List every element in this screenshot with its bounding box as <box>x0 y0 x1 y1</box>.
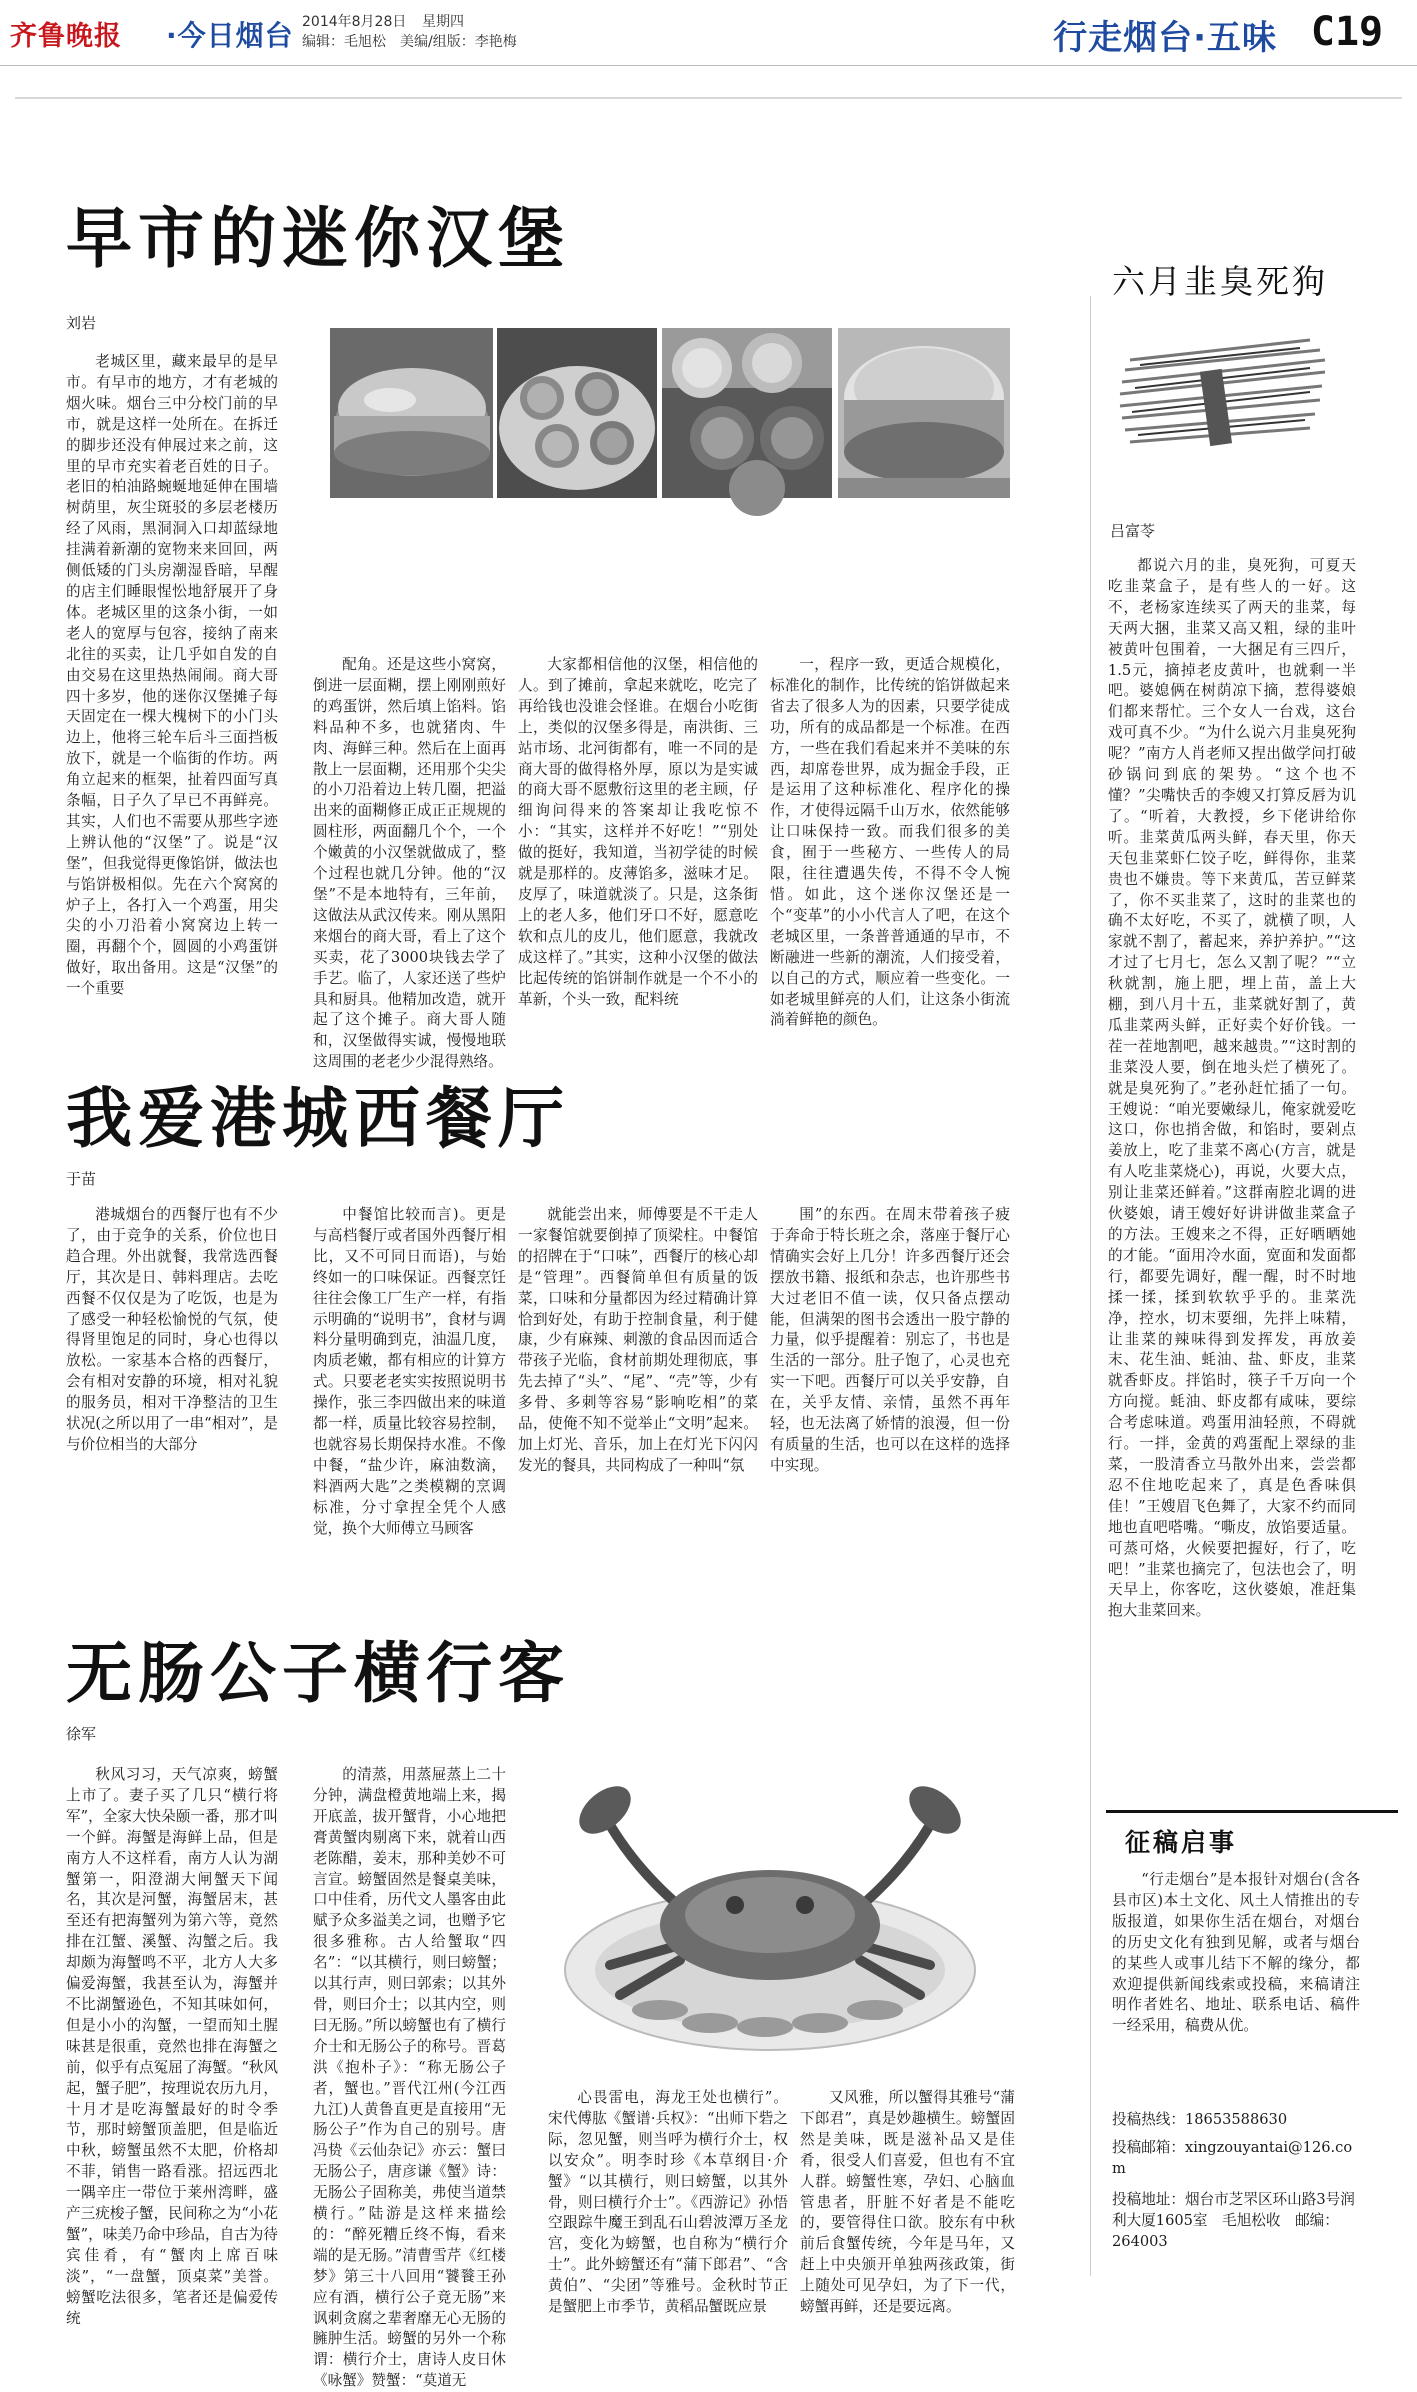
crab-photo <box>550 1755 990 2065</box>
article2-byline: 于苗 <box>66 1170 97 1188</box>
article1-title: 早市的迷你汉堡 <box>66 199 570 277</box>
article2-column-2: 中餐馆比较而言)。更是与高档餐厅或者国外西餐厅相比，又不可同日而语)，与始终如一的口味保证。西餐烹饪往往会像工厂生产一样，有指示明确的“说明书”，食材与调料分量明确到克，油温几度，肉质老嫩，都有相应的计算方式。只要老老实实按照说明书操作，张三李四做出来的味道都一样，质量比较容易控制，也就容易长期保持水准。不像中餐，“盐少许，麻油数滴，料酒两大匙”之类模糊的烹调标准，分寸拿捏全凭个人感觉，换个大师傅立马顾客 <box>313 1206 506 1537</box>
submission-email: 投稿邮箱：xingzouyantai@126.com <box>1112 2139 1353 2177</box>
article2-column-1: 港城烟台的西餐厅也有不少了，由于竞争的关系，价位也日趋合理。外出就餐，我常选西餐厅，其次是日、韩料理店。去吃西餐不仅仅是为了吃饭，也是为了感受一种轻松愉悦的气氛，使得肾里饱足的同时，身心也得以放松。一家基本合格的西餐厅，会有相对安静的环境，相对礼貌的服务员，相对干净整洁的卫生状况(之所以用了一串“相对”，是与价位相当的大部分 <box>66 1206 278 1453</box>
article3-title: 无肠公子横行客 <box>66 1634 570 1712</box>
article3-column-3: 心畏雷电，海龙王处也横行”。宋代傅肱《蟹谱·兵权》：“出师下砦之际，忽见蟹，则当呼为横行介士，权以安众”。明李时珍《本草纲目·介蟹》“以其横行，则曰螃蟹，以其外骨，则曰横行介士”。《西游记》孙悟空跟踪牛魔王到乱石山碧波潭万圣龙宫，变化为螃蟹，也自称为“横行介士”。此外螃蟹还有“蒲下郎君”、“含黄伯”、“尖团”等雅号。金秋时节正是蟹肥上市季节，黄稻品蟹既应景 <box>548 2089 788 2316</box>
submission-address: 投稿地址：烟台市芝罘区环山路3号润利大厦1605室 毛旭松收 邮编：264003 <box>1112 2191 1355 2250</box>
article1-column-2: 配角。还是这些小窝窝，倒进一层面糊，摆上刚刚煎好的鸡蛋饼，然后填上馅料。馅料品种不多，也就猪肉、牛肉、海鲜三种。然后在上面再散上一层面糊，还用那个尖尖的小刀沿着边上转几圈，把溢出来的面糊修正成正正规规的圆柱形，两面翻几个个，一个个嫩黄的小汉堡就做成了，整个过程也就几分钟。他的“汉堡”不是本地特有，三年前，这做法从武汉传来。刚从黑阳来烟台的商大哥，看上了这个买卖，花了3000块钱去学了手艺。临了，人家还送了些炉具和厨具。他精加改造，就开起了这个摊子。商大哥人随和，汉堡做得实诚，慢慢地联这周围的老老少少混得熟络。 <box>313 656 506 1071</box>
burger-photo-4 <box>838 328 1010 498</box>
article2-title: 我爱港城西餐厅 <box>66 1079 570 1157</box>
call-for-papers-title: 征稿启事 <box>1125 1828 1238 1857</box>
article1-byline: 刘岩 <box>66 314 97 332</box>
burger-photo-2 <box>497 328 657 498</box>
issue-weekday: 星期四 <box>422 14 464 30</box>
section-name: ·今日烟台 <box>166 19 294 52</box>
sidebar-byline: 吕富苓 <box>1110 522 1156 540</box>
sidebar-body: 都说六月的韭，臭死狗，可夏天吃韭菜盒子，是有些人的一好。这不，老杨家连续买了两天的韭菜，每天两大捆，韭菜又高又粗，绿的韭叶被黄叶包围着，一大捆足有三四斤，1.5元，摘掉老皮黄叶，也就剩一半吧。婆媳俩在树荫凉下摘，惹得婆娘们都来帮忙。三个女人一台戏，这台戏可真不少。“为什么说六月韭臭死狗呢？”南方人肖老师又捏出做学问打破砂锅问到底的架势。“这个也不懂？”尖嘴快舌的李嫂又打算反唇为讥了。“听着，大教授，乡下佬讲给你听。韭菜黄瓜两头鲜，春天里，你天天包韭菜虾仁饺子吃，鲜得你，韭菜贵也不嫌贵。等下来黄瓜，苦豆鲜菜了，你不买韭菜了，这时的韭菜也的确不太好吃，不买了，就横了呗，人家就不割了，蓄起来，养护养护。”“这才过了七月七，怎么又割了呢？”“立秋就割，施上肥，埋上苗，盖上大棚，到八月十五，韭菜就好割了，黄瓜韭菜两头鲜，正好卖个好价钱。一茬一茬地割吧，越来越贵。”“这时割的韭菜没人要，倒在地头烂了横死了。就是臭死狗了。”老孙赶忙插了一句。王嫂说：“咱光要嫩绿儿，俺家就爱吃这口，你也捎舍做，和馅时，要剁点姜放上，吃了韭菜不离心(方言，就是有人吃韭菜烧心)，再说，火要大点，别让韭菜还鲜着。”这群南腔北调的进伙婆娘，请王嫂好好讲讲做韭菜盒子的方法。王嫂来之不得，正好晒晒她的才能。“面用冷水面，宽面和发面都行，都要先调好，醒一醒，时不时地揉一揉，揉到软软乎乎的。韭菜洗净，控水，切末要细，先拌上味精，让韭菜的辣味得到发挥发，再放姜末、花生油、蚝油、盐、虾皮，韭菜就香虾皮。拌馅时，筷子千万向一个方向搅。蚝油、虾皮都有咸味，要综合考虑味道。鸡蛋用油轻煎，不碍就行。一拌，金黄的鸡蛋配上翠绿的韭菜，一股清香立马散外出来，尝尝都忍不住地吃起来了，真是色香味俱佳！”王嫂眉飞色舞了，大家不约而同地也直吧嗒嘴。“嘶皮，放馅要适量。可蒸可烙，火候要把握好，行了，吃吧！”韭菜也摘完了，包法也会了，明天早上，你客吃，这伙婆娘，准赶集抱大韭菜回来。 <box>1108 557 1356 1620</box>
article1-column-3: 大家都相信他的汉堡，相信他的人。到了摊前，拿起来就吃，吃完了再给钱也没谁会怪谁。在烟台小吃街上，类似的汉堡多得是，南洪街、三站市场、北河街都有，唯一不同的是商大哥的做得格外厚，原以为是实诚的商大哥不愿敷衍这里的老主顾，仔细询问得来的答案却让我吃惊不小：“其实，这样并不好吃！”“别处做的挺好，我知道，当初学徒的时候就是那样的。皮薄馅多，滋味才足。皮厚了，味道就淡了。只是，这条街上的老人多，他们牙口不好，愿意吃软和点儿的皮儿，他们愿意，我就改成这样了。”其实，这种小汉堡的做法比起传统的馅饼制作就是一个不小的革新，个头一致，配料统 <box>518 656 758 1008</box>
page-number: C19 <box>1310 9 1384 55</box>
issue-date: 2014年8月28日 <box>302 14 407 30</box>
burger-photo-3 <box>662 328 832 498</box>
masthead <box>0 0 1417 66</box>
article1-column-1: 老城区里，藏来最早的是早市。有早市的地方，才有老城的烟火味。烟台三中分校门前的早市，就是这样一处所在。在拆迁的脚步还没有伸展过来之前，这里的早市充实着老百姓的日子。老旧的柏油路蜿蜒地延伸在围墙树荫里，灰尘斑驳的多层老楼历经了风雨，黑洞洞入口却蓝绿地挂满着新潮的宽物来来回回，两侧低矮的门头房潮湿昏暗，早醒的店主们睡眼惺忪地舒展开了身体。老城区里的这条小街，一如老人的宽厚与包容，接纳了南来北往的买卖，让几乎如自发的自由交易在这里热热闹闹。商大哥四十多岁，他的迷你汉堡摊子每天固定在一棵大槐树下的小门头边上，他将三轮车后斗三面挡板放下，就是一个临街的作坊。两角立起来的框架，扯着四面写真条幅，日子久了早已不再鲜亮。其实，人们也不需要从那些字迹上辨认他的“汉堡”了。说是“汉堡”，但我觉得更像馅饼，做法也与馅饼极相似。先在六个窝窝的炉子上，各打入一个鸡蛋，用尖尖的小刀沿着小窝窝边上转一圈，再翻个个，圆圆的小鸡蛋饼做好，取出备用。这是“汉堡”的一个重要 <box>66 353 278 998</box>
article2-column-3: 就能尝出来，师傅要是不干走人一家餐馆就要倒掉了顶梁柱。中餐馆的招牌在于“口味”，西餐厅的核心却是“管理”。西餐简单但有质量的饭菜，口味和分量都因为经过精确计算恰到好处，有助于控制食量，利于健康，少有麻辣、刺激的食品因而适合带孩子光临，食材前期处理彻底，事先去掉了“头”、“尾”、“壳”等，少有多骨、多刺等容易“影响吃相”的菜品，使俺不知不觉举止“文明”起来。加上灯光、音乐，加上在灯光下闪闪发光的餐具，共同构成了一种叫“氛 <box>518 1206 758 1474</box>
article3-column-2: 的清蒸，用蒸屉蒸上二十分钟，满盘橙黄地端上来，揭开底盖，拔开蟹背，小心地把膏黄蟹肉剔离下来，就着山西老陈醋，姜末，那种美妙不可言宣。螃蟹固然是餐桌美味，口中佳肴，历代文人墨客由此赋予众多溢美之词，也赠予它很多雅称。古人给蟹取“四名”：“以其横行，则曰螃蟹；以其行声，则曰郭索；以其外骨，则曰介士；以其内空，则曰无肠。”所以螃蟹也有了横行介士和无肠公子的称号。晋葛洪《抱朴子》：“称无肠公子者，蟹也。”晋代江州(今江西九江)人黄鲁直更是直接用“无肠公子”作为自己的别号。唐冯贽《云仙杂记》亦云：蟹曰无肠公子，唐彦谦《蟹》诗：无肠公子固称美，弗使当道禁横行。”陆游是这样来描绘的：“醉死糟丘终不悔，看来端的是无肠。”清曹雪芹《红楼梦》第三十八回用“饕餮王孙应有酒，横行公子竟无肠”来讽刺贪腐之辈奢靡无心无肠的臃肿生活。螃蟹的另外一个称谓：横行介士，唐诗人皮日休《咏蟹》赞蟹：“莫道无 <box>313 1766 506 2390</box>
call-for-papers-body: “行走烟台”是本报针对烟台(含各县市区)本土文化、风土人情推出的专版报道，如果你生活在烟台，对烟台的历史文化有独到见解，或者与烟台的某些人或事儿结下不解的缘分，都欢迎提供新闻线索或投稿，来稿请注明作者姓名、地址、联系电话、稿件一经采用，稿费从优。 <box>1112 1871 1360 2035</box>
burger-photo-1 <box>330 328 493 498</box>
editors-line: 编辑：毛旭松 美编/组版：李艳梅 <box>302 34 517 50</box>
article3-column-1: 秋风习习，天气凉爽，螃蟹上市了。妻子买了几只“横行将军”，全家大快朵颐一番，那才叫一个鲜。海蟹是海鲜上品，但是南方人不这样看，南方人认为湖蟹第一，阳澄湖大闸蟹天下闻名，其次是河蟹，海蟹居末，甚至还有把海蟹列为第六等，竟然排在江蟹、溪蟹、沟蟹之后。我却颇为海蟹鸣不平，北方人大多偏爱海蟹，我甚至认为，海蟹并不比湖蟹逊色，不知其味如何，但是小小的沟蟹，一望而知土腥味甚是很重，竟然也排在海蟹之前，似乎有点冤屈了海蟹。“秋风起，蟹子肥”，按理说农历九月，十月才是吃海蟹最好的时令季节，那时螃蟹顶盖肥，但是临近中秋，螃蟹虽然不太肥，价格却不菲，销售一路看涨。招远西北一隅辛庄一带位于莱州湾畔，盛产三疣梭子蟹，民间称之为“小花蟹”，味美乃命中珍品，自古为待宾佳肴，有“蟹肉上席百味淡”，“一盘蟹，顶桌菜”美誉。螃蟹吃法很多，笔者还是偏爱传统 <box>66 1766 278 2327</box>
sidebar-divider <box>1090 296 1091 2276</box>
newspaper-logo: 齐鲁晚报 <box>10 21 122 52</box>
article3-byline: 徐军 <box>66 1725 97 1743</box>
sidebar-title: 六月韭臭死狗 <box>1112 262 1328 301</box>
article2-column-4: 围”的东西。在周末带着孩子疲于奔命于特长班之余，落座于餐厅心情确实会好上几分！许多西餐厅还会摆放书籍、报纸和杂志，也许那些书大过老旧不值一读，仅只备点摆动能，但满架的图书会透出一股宁静的力量，似乎提醒着：别忘了，书也是生活的一部分。肚子饱了，心灵也充实一下吧。西餐厅可以关乎安静，自在，关乎友情、亲情，虽然不再年轻，也无法离了娇情的浪漫，但一份有质量的生活，也可以在这样的选择中实现。 <box>770 1206 1010 1474</box>
column-title: 行走烟台·五味 <box>1053 18 1277 58</box>
chive-photo <box>1110 330 1332 480</box>
article3-column-4: 又风雅，所以蟹得其雅号“蒲下郎君”，真是妙趣横生。螃蟹固然是美味，既是滋补品又是佳肴，很受人们喜爱，但也有不宜人群。螃蟹性寒，孕妇、心脑血管患者，肝脏不好者是不能吃的，要管得住口欲。胶东有中秋前后食蟹传统，今年是马年，又赶上中央颁开单独两孩政策，街上随处可见孕妇，为了下一代，螃蟹再鲜，还是要远离。 <box>800 2089 1015 2316</box>
submission-hotline: 投稿热线：18653588630 <box>1112 2111 1288 2128</box>
top-rule <box>15 97 1402 99</box>
article1-column-4: 一，程序一致，更适合规模化，标准化的制作，比传统的馅饼做起来省去了很多人为的因素，只要学徒成功，所有的成品都是一个标准。在西方，一些在我们看起来并不美味的东西，却席卷世界，成为掘金手段，正是运用了这种标准化、程序化的操作，才使得远隔千山万水，依然能够让口味保持一致。而我们很多的美食，囿于一些秘方、一些传人的局限，往往遭遇失传，不得不令人惋惜。如此，这个迷你汉堡还是一个“变革”的小小代言人了吧，在这个老城区里，一条普普通通的早市，不断融进一些新的潮流，人们接受着，以自己的方式，顺应着一些变化。一如老城里鲜亮的人们，让这条小街流淌着鲜艳的颜色。 <box>770 656 1010 1029</box>
